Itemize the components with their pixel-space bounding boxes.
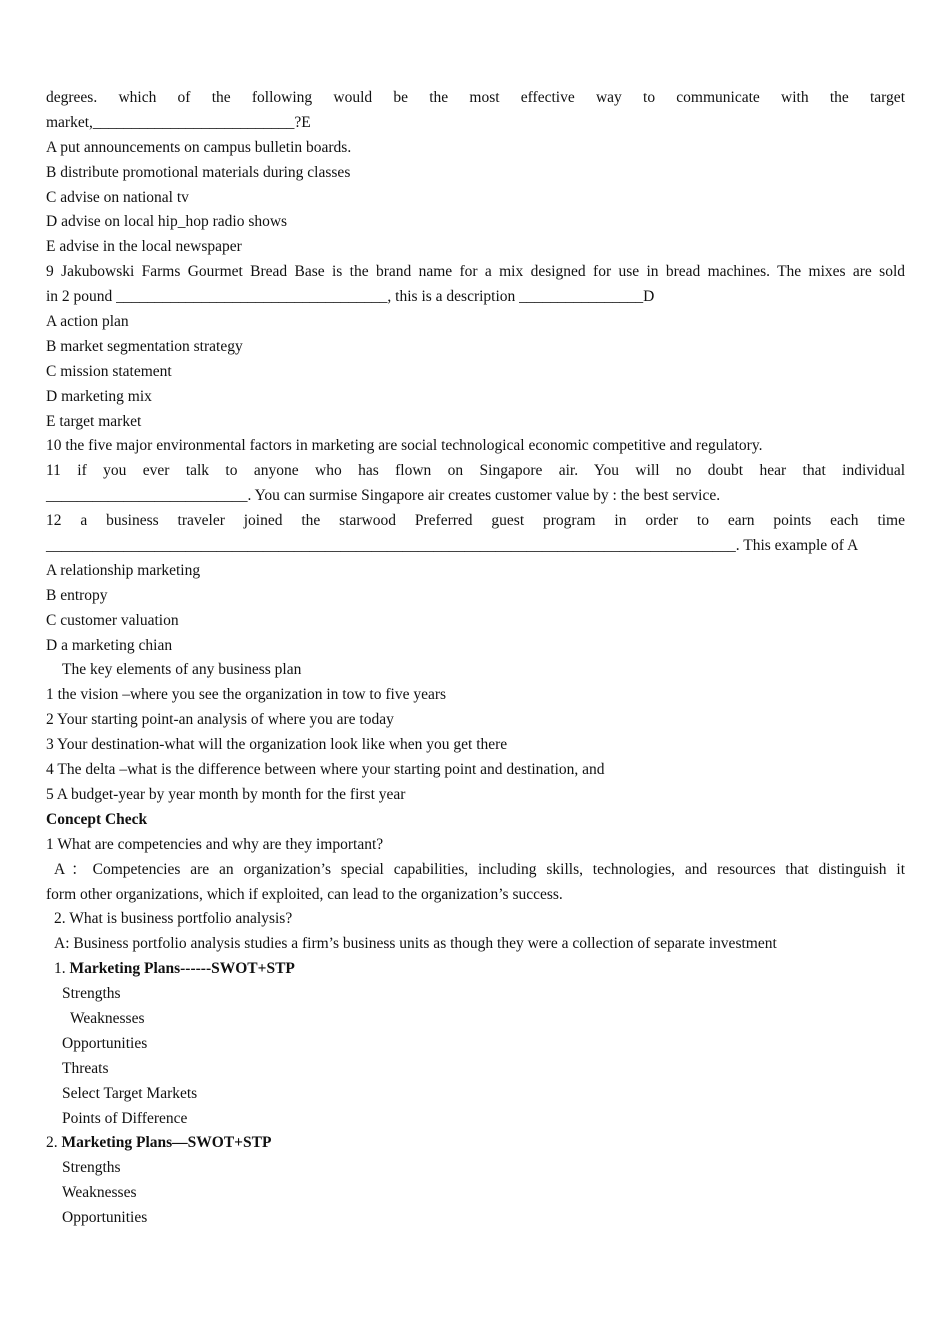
text-line — [46, 210, 905, 235]
text-line — [46, 260, 905, 285]
text-line — [46, 1107, 905, 1132]
text-line — [46, 783, 905, 808]
text-line — [46, 932, 905, 957]
line-text: 5 A budget-year by year month by month for the first year — [46, 785, 406, 803]
text-line — [46, 1082, 905, 1107]
line-text: Strengths — [62, 1159, 121, 1177]
line-text: The key elements of any business plan — [62, 661, 302, 679]
text-line — [46, 1032, 905, 1057]
section-heading: Marketing Plans—SWOT+STP — [61, 1134, 272, 1152]
text-line — [46, 111, 905, 136]
text-line — [46, 484, 905, 509]
text-line — [46, 833, 905, 858]
line-text: Weaknesses — [70, 1009, 145, 1027]
section-heading: Marketing Plans------SWOT+STP — [69, 960, 295, 978]
line-text: E target market — [46, 412, 142, 430]
text-line — [46, 758, 905, 783]
text-line — [46, 434, 905, 459]
line-text: C advise on national tv — [46, 188, 189, 206]
text-line — [46, 1181, 905, 1206]
line-text: Threats — [62, 1059, 109, 1077]
text-line — [46, 1057, 905, 1082]
section-heading: Concept Check — [46, 810, 148, 828]
text-line — [46, 982, 905, 1007]
line-text: A: Business portfolio analysis studies a firm’s business units as though they were a collection of separate investment — [54, 935, 777, 953]
text-line — [46, 609, 905, 634]
text-line — [46, 410, 905, 435]
line-text: B distribute promotional materials during classes — [46, 163, 351, 181]
text-line — [46, 907, 905, 932]
line-text: Strengths — [62, 985, 121, 1003]
line-text: 1 the vision –where you see the organization in tow to five years — [46, 686, 447, 704]
text-line — [46, 559, 905, 584]
text-line — [46, 634, 905, 659]
line-text: 2 Your starting point-an analysis of where you are today — [46, 711, 394, 729]
text-line — [46, 658, 905, 683]
line-text: form other organizations, which if exploited, can lead to the organization’s success. — [46, 885, 563, 903]
line-text: A action plan — [46, 313, 129, 331]
text-line — [46, 733, 905, 758]
text-line — [46, 136, 905, 161]
line-text: A relationship marketing — [46, 561, 201, 579]
list-number: 1. — [54, 960, 70, 978]
text-line — [46, 1131, 905, 1156]
line-text: market,__________________________?E — [46, 113, 311, 131]
text-line — [46, 584, 905, 609]
line-text: 10 the five major environmental factors in marketing are social technological economic competitive and regulatory. — [46, 437, 763, 455]
line-text: Select Target Markets — [62, 1084, 198, 1102]
line-text: degrees. which of the following would be the most effective way to communicate with the target — [46, 89, 905, 106]
line-text: E advise in the local newspaper — [46, 238, 242, 256]
text-line — [46, 708, 905, 733]
line-text: B market segmentation strategy — [46, 337, 243, 355]
text-line — [46, 1206, 905, 1231]
line-text: D marketing mix — [46, 387, 152, 405]
list-number: 2. — [46, 1134, 62, 1152]
text-line — [46, 957, 905, 982]
text-line — [46, 186, 905, 211]
text-line — [46, 683, 905, 708]
line-text: in 2 pound ___________________________________, this is a description ________________D — [46, 288, 655, 306]
line-text: 1 What are competencies and why are they important? — [46, 835, 384, 853]
line-text: A：Competencies are an organization’s special capabilities, including skills, technologies, and resources that distinguish it — [54, 860, 905, 878]
line-text: 11 if you ever talk to anyone who has flown on Singapore air. You will no doubt hear that individual — [46, 462, 905, 480]
text-line — [46, 858, 905, 883]
text-line — [46, 1156, 905, 1181]
line-text: 9 Jakubowski Farms Gourmet Bread Base is the brand name for a mix designed for use in bread machines. The mixes are sold — [46, 263, 905, 281]
line-text: Opportunities — [62, 1034, 148, 1052]
document-page — [46, 86, 905, 1231]
line-text: Weaknesses — [62, 1184, 137, 1202]
line-text: 12 a business traveler joined the starwood Preferred guest program in order to earn points each time — [46, 512, 905, 530]
text-line — [46, 161, 905, 186]
text-line — [46, 534, 905, 559]
line-text: _________________________________________________________________________________________. This example of A — [46, 537, 859, 555]
line-text: C customer valuation — [46, 611, 179, 629]
text-line — [46, 459, 905, 484]
line-text: B entropy — [46, 586, 108, 604]
line-text: Points of Difference — [62, 1109, 188, 1127]
line-text: 4 The delta –what is the difference between where your starting point and destination, and — [46, 761, 605, 779]
line-text: D a marketing chian — [46, 636, 173, 654]
text-line — [46, 285, 905, 310]
line-text: C mission statement — [46, 362, 172, 380]
line-text: 3 Your destination-what will the organization look like when you get there — [46, 736, 508, 754]
text-line — [46, 235, 905, 260]
text-line — [46, 310, 905, 335]
text-line — [46, 883, 905, 908]
line-text: __________________________. You can surmise Singapore air creates customer value by : the best service. — [46, 487, 721, 505]
text-line — [46, 86, 905, 111]
text-line — [46, 1007, 905, 1032]
line-text: 2. What is business portfolio analysis? — [54, 910, 293, 928]
text-line — [46, 808, 905, 833]
line-text: A put announcements on campus bulletin boards. — [46, 138, 352, 156]
text-line — [46, 360, 905, 385]
text-line — [46, 335, 905, 360]
line-text: Opportunities — [62, 1209, 148, 1227]
line-text: D advise on local hip_hop radio shows — [46, 213, 288, 231]
text-line — [46, 385, 905, 410]
text-line — [46, 509, 905, 534]
